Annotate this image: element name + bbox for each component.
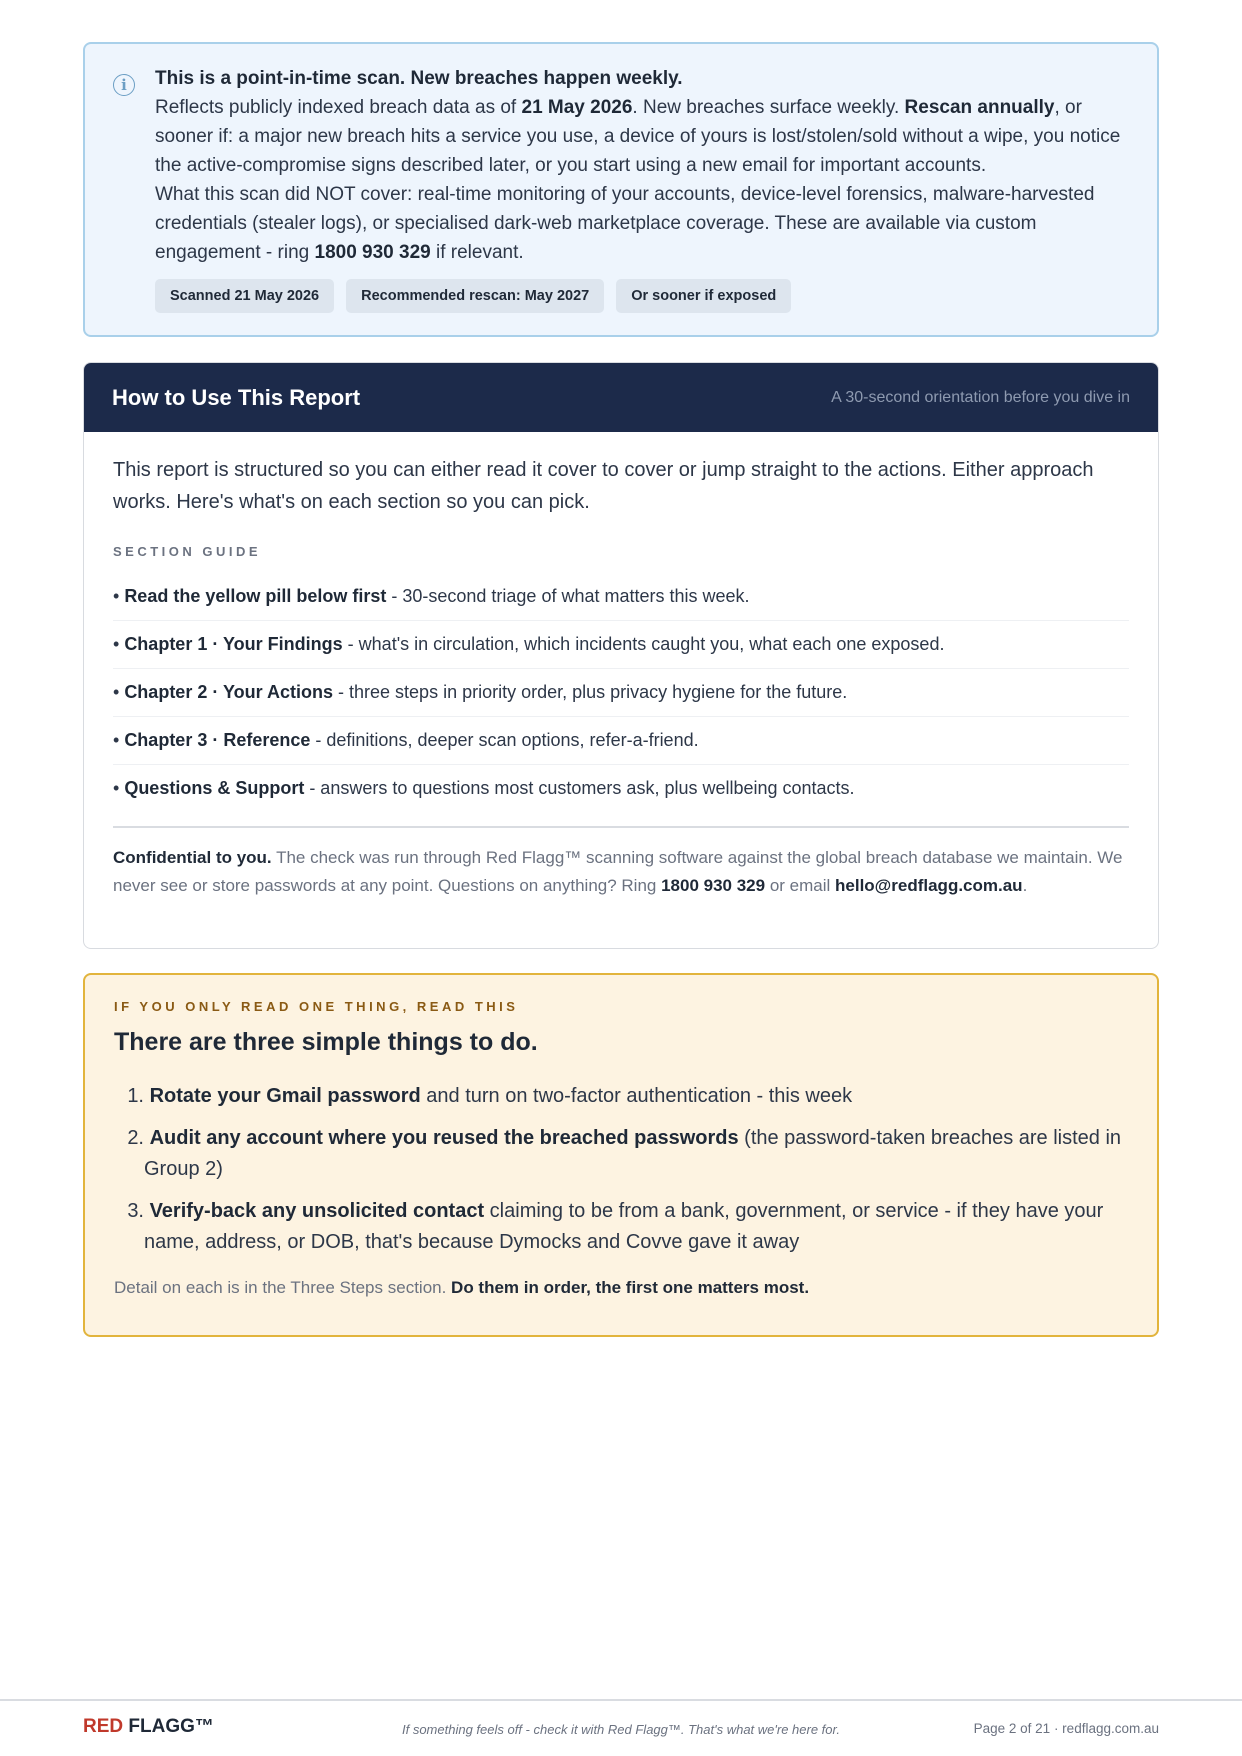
brand-logo: RED FLAGG™ — [83, 1716, 214, 1737]
pill-scanned: Scanned 21 May 2026 — [155, 279, 334, 313]
card-body — [84, 432, 1158, 900]
info-icon: i — [113, 74, 135, 96]
divider — [113, 826, 1129, 828]
notice-title: This is a point-in-time scan. New breaches happen weekly. — [155, 68, 683, 89]
email-address: hello@redflagg.com.au — [835, 876, 1023, 895]
notice-paragraph-1: Reflects publicly indexed breach data as of 21 May 2026. New breaches surface weekly. Rescan annually, or sooner if: a major new breach hits a service you use, a device of yours is lost/stolen/sold without a wipe, you notice the active-compromise signs described later, or you start using a new email for important accounts. — [155, 97, 1121, 176]
guide-item: • Chapter 1 · Your Findings - what's in circulation, which incidents caught you, what each one exposed. — [113, 621, 1129, 669]
footer-tagline: If something feels off - check it with Red Flagg™. That's what we're here for. — [401, 1722, 840, 1737]
callout-eyebrow: IF YOU ONLY READ ONE THING, READ THIS — [114, 999, 519, 1014]
notice-pills — [155, 279, 1140, 313]
pill-sooner: Or sooner if exposed — [616, 279, 791, 313]
rescan-advice: Rescan annually — [904, 97, 1055, 118]
guide-item: • Chapter 3 · Reference - definitions, deeper scan options, refer-a-friend. — [113, 717, 1129, 765]
phone-number: 1800 930 329 — [661, 876, 766, 895]
callout-title: There are three simple things to do. — [114, 1028, 538, 1056]
card-intro: This report is structured so you can either read it cover to cover or jump straight to the actions. Either approach works. Here's what's on each section so you can pick. — [113, 459, 1094, 513]
confidential-note: Confidential to you. The check was run through Red Flagg™ scanning software against the global breach database we maintain. We never see or store passwords at any point. Questions on anything? Ring 1800 930 329 or email hello@redflagg.com.au. — [113, 848, 1123, 895]
guide-item: • Questions & Support - answers to questions most customers ask, plus wellbeing contacts. — [113, 778, 855, 798]
step-item: 3. Verify-back any unsolicited contact claiming to be from a bank, government, or service - if they have your name, address, or DOB, that's because Dymocks and Covve gave it away — [127, 1200, 1104, 1253]
guide-item: • Read the yellow pill below first - 30-second triage of what matters this week. — [113, 573, 1129, 621]
guide-item: • Chapter 2 · Your Actions - three steps in priority order, plus privacy hygiene for the future. — [113, 669, 1129, 717]
key-actions-callout — [83, 973, 1159, 1337]
card-subtitle: A 30-second orientation before you dive in — [831, 388, 1130, 406]
section-guide-heading: SECTION GUIDE — [113, 544, 262, 559]
pill-rescan: Recommended rescan: May 2027 — [346, 279, 604, 313]
footer-divider — [0, 1699, 1242, 1701]
section-guide-list — [113, 573, 1129, 812]
phone-number: 1800 930 329 — [314, 242, 431, 263]
scan-date: 21 May 2026 — [521, 97, 633, 118]
page-number: Page 2 of 21 · redflagg.com.au — [973, 1721, 1159, 1736]
steps-list — [114, 1081, 1128, 1258]
card-title: How to Use This Report — [112, 384, 361, 410]
step-item: 2. Audit any account where you reused the breached passwords (the password-taken breaches are listed in Group 2) — [127, 1127, 1122, 1180]
notice-body — [155, 64, 1140, 313]
step-item: 1. Rotate your Gmail password and turn on two-factor authentication - this week — [127, 1085, 853, 1107]
how-to-use-card — [83, 362, 1159, 949]
scan-notice — [83, 42, 1159, 337]
card-header — [84, 363, 1158, 432]
notice-paragraph-2: What this scan did NOT cover: real-time monitoring of your accounts, device-level forensics, malware-harvested credentials (stealer logs), or specialised dark-web marketplace coverage. These are available via custom engagement - ring 1800 930 329 if relevant. — [155, 184, 1095, 263]
callout-footnote: Detail on each is in the Three Steps section. Do them in order, the first one matters most. — [114, 1278, 810, 1297]
